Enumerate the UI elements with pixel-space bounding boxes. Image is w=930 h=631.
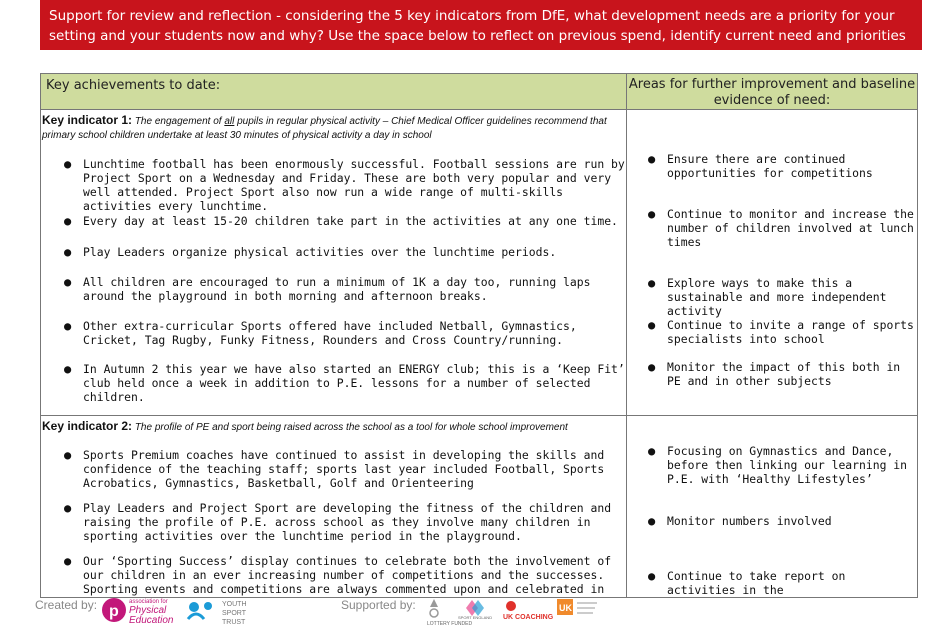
key-indicator-1-desc-pre: The engagement of <box>134 116 225 127</box>
key-indicator-2-title <box>42 419 622 435</box>
bullet-icon: ● <box>648 444 656 458</box>
list-item: ● Focusing on Gymnastics and Dance, before then linking our learning in P.E. with ‘Healthy Lifestyles’ <box>648 444 908 486</box>
list-item: ● Ensure there are continued opportunities for competitions <box>648 152 873 180</box>
list-item: ● All children are encouraged to run a minimum of 1K a day too, running laps around the playground in both morning and afternoon breaks. <box>64 275 591 303</box>
list-item: ● Our ‘Sporting Success’ display continues to celebrate both the involvement of our children in an ever increasing number of competitions and the successes. Sporting events and competitions are always commented upon and celebrated in <box>64 554 612 596</box>
bullet-icon: ● <box>64 319 72 333</box>
list-item: ● Play Leaders and Project Sport are developing the fitness of the children and raising the profile of P.E. across school as they involve many children in sporting activities over the lunchtime period in the playground. <box>64 501 612 543</box>
key-indicators-table <box>40 73 918 598</box>
table-header-row <box>41 74 917 109</box>
list-item: ● Sports Premium coaches have continued to assist in developing the skills and confidence of the teaching staff; sports last year included Football, Sports Acrobatics, Gymnastics, Basketball, Golf and Orienteering <box>64 448 605 490</box>
key-indicator-1-desc-underlined: all <box>224 116 235 127</box>
bullet-icon: ● <box>64 448 72 462</box>
bullet-icon: ● <box>648 276 656 290</box>
bullet-icon: ● <box>64 214 72 228</box>
supported-by-label: Supported by: <box>341 598 416 612</box>
afpe-line2: Education <box>129 615 174 625</box>
youth-sport-trust-logo <box>186 597 252 627</box>
key-indicator-2-label: Key indicator 2: <box>42 419 133 433</box>
svg-text:p: p <box>109 603 119 620</box>
afpe-logo <box>100 595 182 625</box>
page-footer <box>0 594 930 631</box>
bullet-icon: ● <box>64 157 72 171</box>
lottery-label: LOTTERY FUNDED <box>427 621 473 627</box>
uk-coaching-text: UK COACHING <box>503 614 554 621</box>
yst-line2: SPORT <box>222 610 246 617</box>
bullet-icon: ● <box>648 207 656 221</box>
list-item: ● Continue to invite a range of sports specialists into school <box>648 318 914 346</box>
afpe-small-text: association for <box>129 599 168 605</box>
list-item: ● Monitor the impact of this both in PE and in other subjects <box>648 360 901 388</box>
achievements-header: Key achievements to date: <box>46 78 221 93</box>
bullet-icon: ● <box>648 514 656 528</box>
list-item: ● Continue to monitor and increase the number of children involved at lunch times <box>648 207 914 249</box>
list-item: ● In Autumn 2 this year we have also started an ENERGY club; this is a ‘Keep Fit’ club held once a week in addition to P.E. lessons for a number of selected children. <box>64 362 625 404</box>
key-indicator-1-label: Key indicator 1: <box>42 113 133 127</box>
uk-sport-logo <box>557 597 601 623</box>
key-indicator-1-desc-post: pupils in regular physical activity – Chief Medical Officer guidelines recommend that primary school children undertake at least 30 minutes of physical activity a day in school <box>42 116 607 141</box>
bullet-icon: ● <box>64 275 72 289</box>
sport-england-text: SPORT ENGLAND <box>458 615 493 620</box>
created-by-label: Created by: <box>35 598 98 612</box>
list-item: ● Monitor numbers involved <box>648 514 832 528</box>
sport-england-logo <box>458 596 498 620</box>
yst-line3: TRUST <box>222 619 246 626</box>
uk-text: UK <box>559 603 572 613</box>
bullet-icon: ● <box>64 554 72 568</box>
header-divider <box>41 109 917 110</box>
bullet-icon: ● <box>648 360 656 374</box>
bullet-icon: ● <box>64 501 72 515</box>
bullet-icon: ● <box>648 569 656 583</box>
list-item: ● Play Leaders organize physical activities over the lunchtime periods. <box>64 245 557 259</box>
key-indicator-1-title <box>42 113 622 143</box>
yst-line1: YOUTH <box>222 601 247 608</box>
bullet-icon: ● <box>64 362 72 376</box>
afpe-line1: Physical <box>129 605 167 616</box>
key-indicator-2-desc: The profile of PE and sport being raised across the school as a tool for whole school improvement <box>134 422 568 433</box>
indicator-divider <box>41 415 917 416</box>
list-item: ● Explore ways to make this a sustainable and more independent activity <box>648 276 887 318</box>
review-banner <box>40 0 922 64</box>
list-item: ● Lunchtime football has been enormously successful. Football sessions are run by Project Sport on a Wednesday and Friday. These are both very popular and very well attended. Project Sport also now run a wide range of multi-skills activities every lunchtime. <box>64 157 625 213</box>
list-item: ● Continue to take report on activities in the <box>648 569 846 597</box>
list-item: ● Every day at least 15-20 children take part in the activities at any one time. <box>64 214 618 228</box>
uk-coaching-logo <box>503 598 555 622</box>
bullet-icon: ● <box>648 152 656 166</box>
banner-text: Support for review and reflection - considering the 5 key indicators from DfE, what development needs are a priority for your setting and your students now and why? Use the space below to reflect on previous spend, identify current need and priorities for the future. <box>49 8 906 64</box>
list-item: ● Other extra-curricular Sports offered have included Netball, Gymnastics, Cricket, Tag Rugby, Funky Fitness, Rounders and Cross Country/running. <box>64 319 577 347</box>
bullet-icon: ● <box>648 318 656 332</box>
bullet-icon: ● <box>64 245 72 259</box>
improvements-header: Areas for further improvement and baseline evidence of need: <box>628 77 916 108</box>
